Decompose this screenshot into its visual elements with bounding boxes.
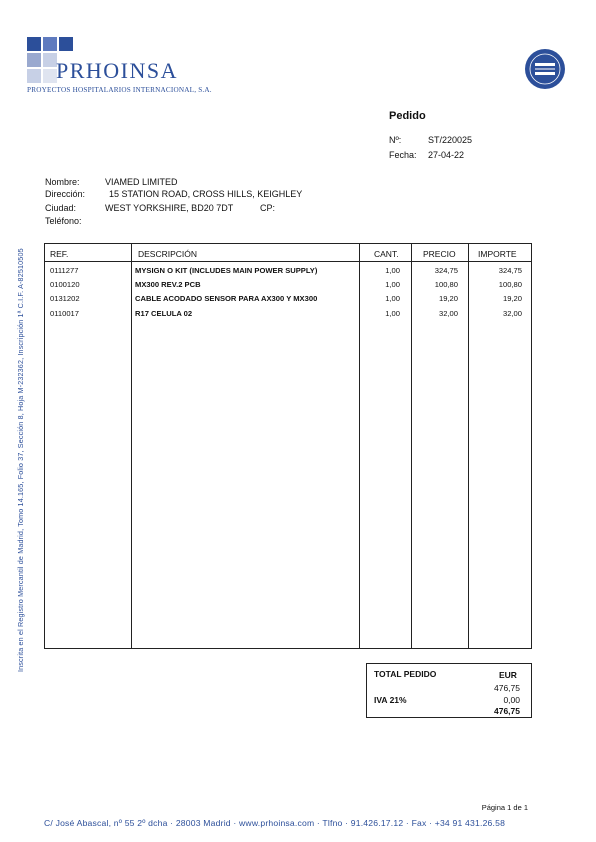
certification-seal-icon <box>524 48 566 90</box>
customer-name: VIAMED LIMITED <box>105 177 178 187</box>
row-amount: 19,20 <box>502 294 522 303</box>
row-price: 100,80 <box>434 280 458 289</box>
customer-city: WEST YORKSHIRE, BD20 7DT <box>105 203 234 213</box>
header-quantity: CANT. <box>374 249 399 259</box>
header-ref: REF. <box>50 249 69 259</box>
row-quantity: 1,00 <box>385 294 400 303</box>
row-description: MYSIGN O KIT (INCLUDES MAIN POWER SUPPLY) <box>135 266 318 275</box>
row-amount: 100,80 <box>498 280 522 289</box>
row-amount: 324,75 <box>498 266 522 275</box>
currency-label: EUR <box>499 670 517 680</box>
row-ref: 0131202 <box>50 294 80 303</box>
row-quantity: 1,00 <box>385 280 400 289</box>
row-description: MX300 REV.2 PCB <box>135 280 201 289</box>
order-number: ST/220025 <box>428 135 473 145</box>
customer-cp-label: CP: <box>260 203 276 213</box>
row-ref: 0110017 <box>50 309 79 318</box>
header-amount: IMPORTE <box>478 249 517 259</box>
vat-value: 0,00 <box>503 695 520 705</box>
row-price: 32,00 <box>438 309 458 318</box>
subtotal-value: 476,75 <box>494 683 520 693</box>
legal-registry-note: Inscrita en el Registro Mercantil de Madrid, Tomo 14.165, Folio 37, Sección 8, Hoja M-232362, Inscripción 1ª C.I.F. A-82510505 <box>16 248 25 672</box>
column-divider <box>468 243 469 649</box>
page-number: Página 1 de 1 <box>481 803 528 812</box>
row-description: R17 CELULA 02 <box>135 309 193 318</box>
total-value: 476,75 <box>494 706 520 716</box>
row-ref: 0100120 <box>50 280 80 289</box>
document-title: Pedido <box>389 110 426 122</box>
customer-address: 15 STATION ROAD, CROSS HILLS, KEIGHLEY <box>109 189 303 199</box>
header-description: DESCRIPCIÓN <box>138 249 198 259</box>
row-price: 19,20 <box>438 294 458 303</box>
company-subtitle: PROYECTOS HOSPITALARIOS INTERNACIONAL, S.A. <box>27 86 212 94</box>
column-divider <box>359 243 360 649</box>
row-ref: 0111277 <box>50 266 79 275</box>
items-table <box>44 243 532 649</box>
row-quantity: 1,00 <box>385 266 400 275</box>
order-number-label: Nº: <box>389 135 402 145</box>
vat-label: IVA 21% <box>374 695 407 705</box>
column-divider <box>411 243 412 649</box>
total-order-label: TOTAL PEDIDO <box>374 669 437 679</box>
company-name: PRHOINSA <box>56 58 179 83</box>
customer-phone-label: Teléfono: <box>45 216 82 226</box>
table-header-divider <box>44 261 532 262</box>
row-price: 324,75 <box>434 266 458 275</box>
row-quantity: 1,00 <box>385 309 400 318</box>
customer-name-label: Nombre: <box>45 177 80 187</box>
order-date-label: Fecha: <box>389 150 417 160</box>
row-amount: 32,00 <box>502 309 522 318</box>
customer-address-label: Dirección: <box>45 189 86 199</box>
column-divider <box>131 243 132 649</box>
customer-city-label: Ciudad: <box>45 203 77 213</box>
order-date: 27-04-22 <box>428 150 465 160</box>
header-price: PRECIO <box>423 249 456 259</box>
footer-address: C/ José Abascal, nº 55 2º dcha · 28003 Madrid · www.prhoinsa.com · Tlfno · 91.426.17.12 · Fax · +34 91 431.26.58 <box>44 818 506 828</box>
row-description: CABLE ACODADO SENSOR PARA AX300 Y MX300 <box>135 294 318 303</box>
